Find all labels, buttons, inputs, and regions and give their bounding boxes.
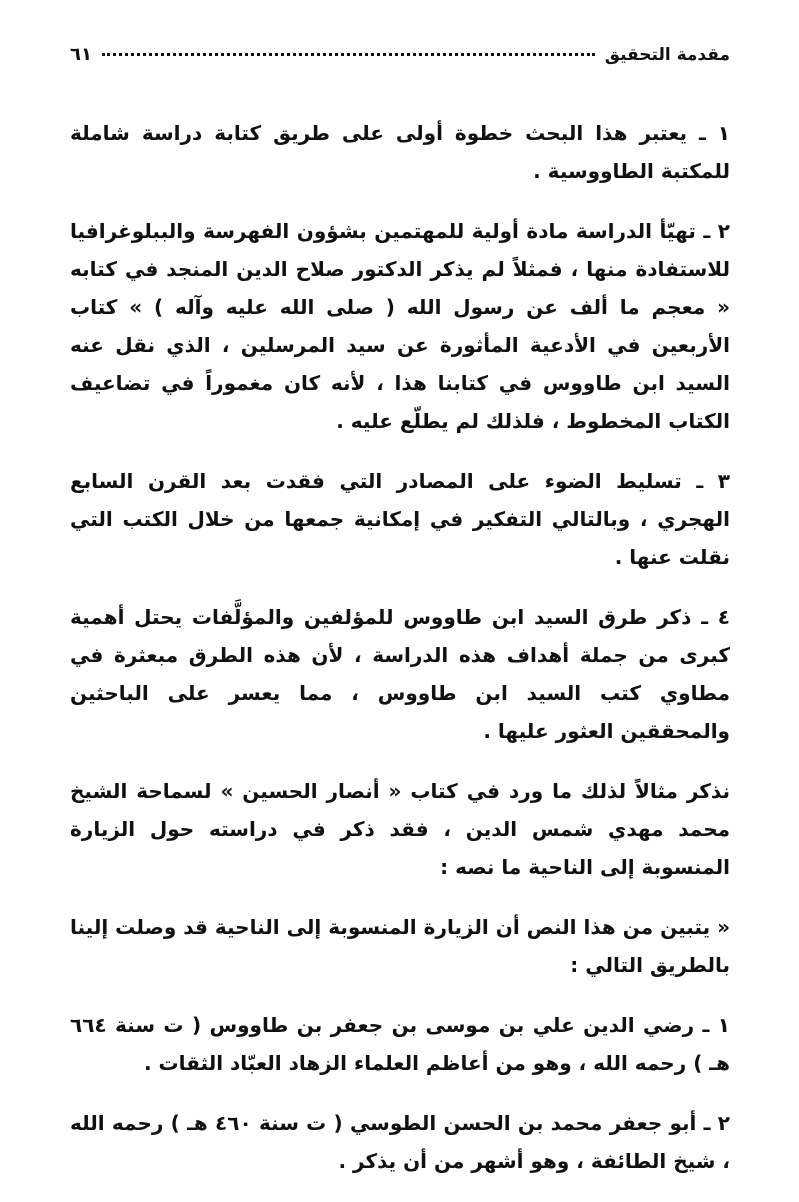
document-page — [70, 44, 730, 1202]
paragraph-chain-2: ٢ ـ أبو جعفر محمد بن الحسن الطوسي ( ت سنة ٤٦٠ هـ ) رحمه الله ، شيخ الطائفة ، وهو أشهر من أن يذكر . — [70, 1111, 730, 1173]
dot-leader — [102, 53, 595, 56]
body-text — [70, 114, 730, 1180]
paragraph-example-intro: نذكر مثالاً لذلك ما ورد في كتاب « أنصار الحسين » لسماحة الشيخ محمد مهدي شمس الدين ، فقد ذكر في دراسته حول الزيارة المنسوبة إلى الناحية ما نصه : — [70, 779, 730, 879]
paragraph-point-3: ٣ ـ تسليط الضوء على المصادر التي فقدت بعد القرن السابع الهجري ، وبالتالي التفكير في إمكانية جمعها من خلال الكتب التي نقلت عنها . — [70, 469, 730, 569]
paragraph-point-2: ٢ ـ تهيّأ الدراسة مادة أولية للمهتمين بشؤون الفهرسة والببلوغرافيا للاستفادة منها ، فمثلاً لم يذكر الدكتور صلاح الدين المنجد في كتابه « معجم ما ألف عن رسول الله ( صلى الله عليه وآله ) » كتاب الأربعين في الأدعية المأثورة عن سيد المرسلين ، الذي نقل عنه السيد ابن طاووس في كتابنا هذا ، لأنه كان مغموراً في تضاعيف الكتاب المخطوط ، فلذلك لم يطلّع عليه . — [70, 219, 730, 433]
running-header — [70, 44, 730, 76]
paragraph-chain-1: ١ ـ رضي الدين علي بن موسى بن جعفر بن طاووس ( ت سنة ٦٦٤ هـ ) رحمه الله ، وهو من أعاظم العلماء الزهاد العبّاد الثقات . — [70, 1013, 730, 1075]
paragraph-point-4: ٤ ـ ذكر طرق السيد ابن طاووس للمؤلفين والمؤلَّفات يحتل أهمية كبرى من جملة أهداف هذه الدراسة ، لأن هذه الطرق مبعثرة في مطاوي كتب السيد ابن طاووس ، مما يعسر على الباحثين والمحققين العثور عليها . — [70, 605, 730, 743]
page-number: ٦١ — [70, 44, 92, 65]
paragraph-point-1: ١ ـ يعتبر هذا البحث خطوة أولى على طريق كتابة دراسة شاملة للمكتبة الطاووسية . — [70, 121, 730, 183]
running-title: مقدمة التحقيق — [604, 45, 730, 65]
paragraph-quote-intro: « يتبين من هذا النص أن الزيارة المنسوبة إلى الناحية قد وصلت إلينا بالطريق التالي : — [70, 915, 730, 977]
